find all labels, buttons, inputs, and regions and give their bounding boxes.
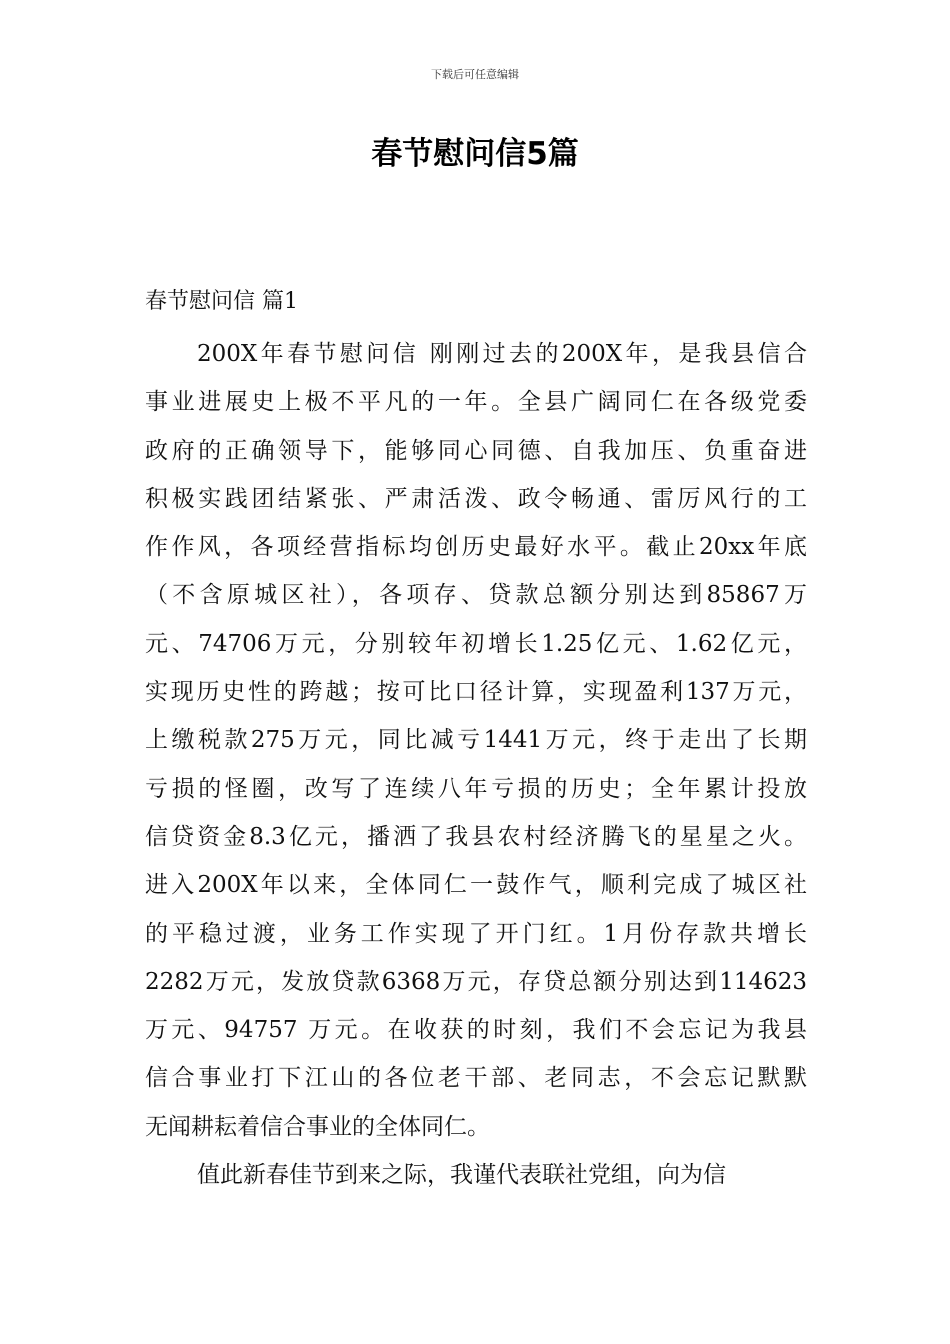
paragraph-line: 无闻耕耘着信合事业的全体同仁。 [145,1113,490,1140]
paragraph-line: 的平稳过渡，业务工作实现了开门红。1月份存款共增长 [145,920,807,947]
body-text [145,330,807,1199]
section-heading: 春节慰问信 篇1 [145,289,298,314]
paragraph-line: 作作风，各项经营指标均创历史最好水平。截止20xx年底 [145,534,807,561]
paragraph-line: 200X年春节慰问信 刚刚过去的200X年，是我县信合 [197,341,807,367]
paragraph-line: 2282万元，发放贷款6368万元，存贷总额分别达到114623 [145,968,807,995]
paragraph-line: 万元、94757 万元。在收获的时刻，我们不会忘记为我县 [145,1017,807,1044]
paragraph-line: 事业进展史上极不平凡的一年。全县广阔同仁在各级党委 [145,389,807,416]
paragraph-line: 实现历史性的跨越；按可比口径计算，实现盈利137万元， [145,679,807,706]
paragraph-line: （不含原城区社），各项存、贷款总额分别达到85867万 [145,582,807,609]
paragraph-line: 上缴税款275万元，同比减亏1441万元，终于走出了长期 [145,727,807,754]
paragraph-line: 信合事业打下江山的各位老干部、老同志，不会忘记默默 [145,1065,807,1092]
header-note: 下载后可任意编辑 [431,68,519,81]
paragraph-line: 信贷资金8.3亿元，播洒了我县农村经济腾飞的星星之火。 [145,823,807,850]
paragraph-line: 政府的正确领导下，能够同心同德、自我加压、负重奋进 [145,437,807,464]
paragraph-line: 元、74706万元，分别较年初增长1.25亿元、1.62亿元， [145,630,807,657]
paragraph-line: 值此新春佳节到来之际，我谨代表联社党组，向为信 [197,1162,726,1189]
document-title: 春节慰问信5篇 [371,136,579,172]
paragraph-line: 进入200X年以来，全体同仁一鼓作气，顺利完成了城区社 [145,872,807,899]
paragraph-line: 亏损的怪圈，改写了连续八年亏损的历史；全年累计投放 [145,775,807,802]
paragraph-line: 积极实践团结紧张、严肃活泼、政令畅通、雷厉风行的工 [145,485,807,512]
